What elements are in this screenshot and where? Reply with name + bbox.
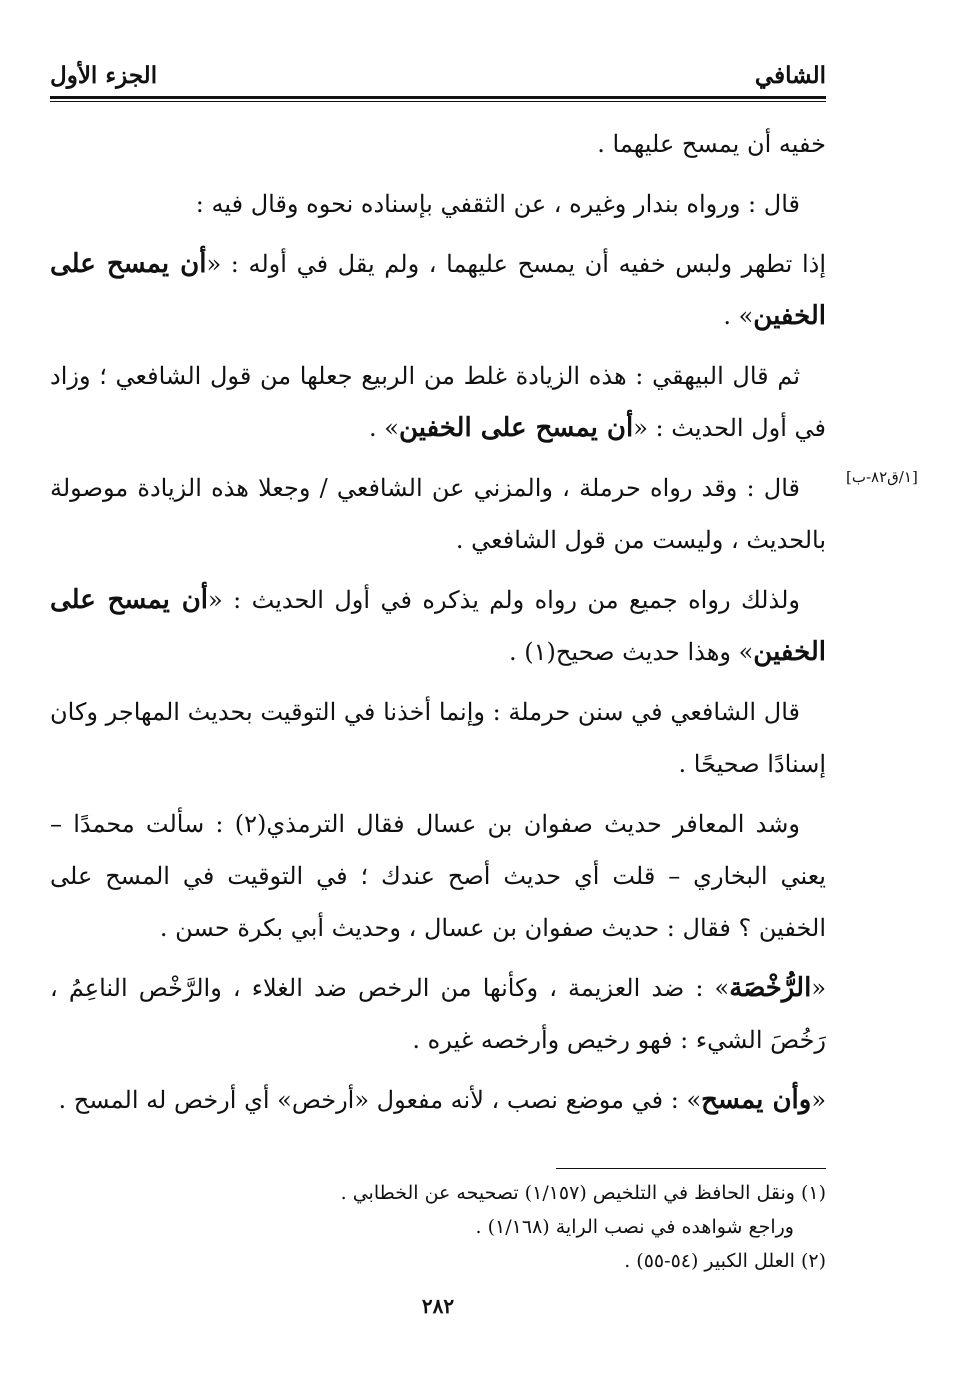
manuscript-folio-note: [١/ق٨٢-ب] xyxy=(846,468,918,486)
header-book-title: الشافي xyxy=(754,61,826,89)
footnote-rule xyxy=(556,1168,826,1169)
book-page xyxy=(50,0,826,1373)
footnote: (٢) العلل الكبير (٥٤-٥٥) . xyxy=(624,1250,826,1272)
paragraph xyxy=(50,798,826,954)
paragraph xyxy=(50,118,826,170)
bold-phrase: أن يمسح على الخفين xyxy=(50,249,826,331)
paragraph xyxy=(50,962,826,1066)
page-number: ٢٨٢ xyxy=(421,1294,455,1318)
text-run: » : في موضع نصب ، لأنه مفعول «أرخص» أي أرخص له المسح . xyxy=(58,1086,702,1114)
bold-phrase: أن يمسح على الخفين xyxy=(398,413,634,443)
paragraph xyxy=(50,178,826,230)
text-run: ولذلك رواه جميع من رواه ولم يذكره في أول الحديث : « xyxy=(208,586,800,614)
paragraph xyxy=(50,574,826,678)
paragraph xyxy=(50,462,826,566)
text-run: » : ضد العزيمة ، وكأنها من الرخص ضد الغلاء ، والرَّخْص الناعِمُ ، رَخُصَ الشيء : فهو رخيص وأرخصه غيره . xyxy=(50,974,826,1054)
text-run: ثم قال البيهقي : هذه الزيادة غلط من الربيع جعلها من قول الشافعي ؛ وزاد في أول الحديث : « xyxy=(50,362,826,442)
paragraph xyxy=(50,238,826,342)
header-volume-title: الجزء الأول xyxy=(50,61,158,89)
main-text xyxy=(50,118,826,1134)
text-run: » وهذا حديث صحيح(١) . xyxy=(509,638,754,666)
paragraph xyxy=(50,350,826,454)
text-run: « xyxy=(811,1086,826,1114)
text-run: خفيه أن يمسح عليهما . xyxy=(597,130,826,158)
header-rule xyxy=(50,96,826,102)
text-run: « xyxy=(811,974,826,1002)
bold-phrase: الرُّخْصَة xyxy=(729,973,812,1003)
text-run: وشد المعافر حديث صفوان بن عسال فقال الترمذي(٢) : سألت محمدًا – يعني البخاري – قلت أي حديث أصح عندك ؛ في التوقيت في المسح على الخفين ؟ فقال : حديث صفوان بن عسال ، وحديث أبي بكرة حسن . xyxy=(50,810,826,942)
text-run: إذا تطهر ولبس خفيه أن يمسح عليهما ، ولم يقل في أوله : « xyxy=(206,250,826,278)
text-run: قال : وقد رواه حرملة ، والمزني عن الشافعي / وجعلا هذه الزيادة موصولة بالحديث ، وليست من قول الشافعي . xyxy=(50,474,826,554)
text-run: قال : ورواه بندار وغيره ، عن الثقفي بإسناده نحوه وقال فيه : xyxy=(195,190,800,218)
text-run: » . xyxy=(369,414,399,442)
footnote: وراجع شواهده في نصب الراية (١/١٦٨) . xyxy=(475,1216,794,1238)
paragraph xyxy=(50,1074,826,1126)
bold-phrase: وأن يمسح xyxy=(701,1085,812,1115)
running-header xyxy=(50,58,826,92)
text-run: قال الشافعي في سنن حرملة : وإنما أخذنا في التوقيت بحديث المهاجر وكان إسنادًا صحيحًا . xyxy=(50,698,826,778)
footnote: (١) ونقل الحافظ في التلخيص (١/١٥٧) تصحيحه عن الخطابي . xyxy=(340,1182,826,1204)
text-run: » . xyxy=(723,302,754,330)
bold-phrase: أن يمسح على الخفين xyxy=(50,585,826,667)
footnotes xyxy=(50,1176,826,1278)
paragraph xyxy=(50,686,826,790)
